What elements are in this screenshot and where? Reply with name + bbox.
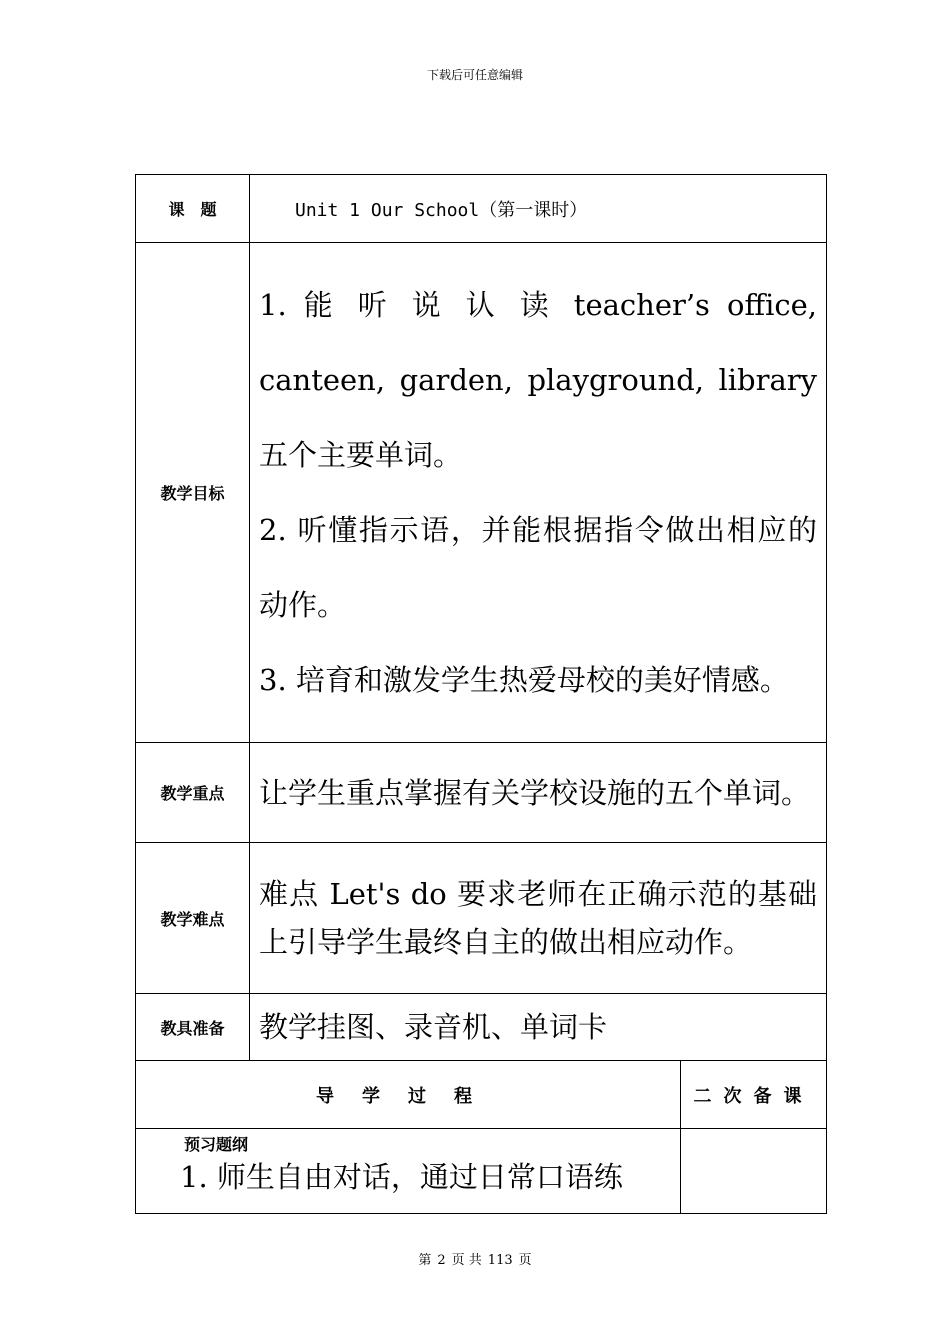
lesson-plan-table (135, 174, 827, 1214)
row-key-points (136, 743, 827, 843)
preview-line: 1. 师生自由对话，通过日常口语练 (180, 1160, 623, 1194)
second-prep-heading: 二次备课 (681, 1061, 827, 1129)
difficulty-label: 教学难点 (136, 843, 250, 994)
tools-value: 教学挂图、录音机、单词卡 (250, 994, 827, 1061)
footer-page-number: 2 (437, 1253, 446, 1268)
row-process-heading (136, 1061, 827, 1129)
footer-prefix: 第 (418, 1253, 432, 1268)
key-label: 教学重点 (136, 743, 250, 843)
row-difficulties (136, 843, 827, 994)
process-heading: 导学过程 (136, 1061, 681, 1129)
footer-suffix: 页 (518, 1253, 532, 1268)
footer-mid: 页 共 (451, 1253, 482, 1268)
row-title (136, 175, 827, 243)
page-footer (0, 1249, 950, 1268)
row-goals (136, 243, 827, 743)
goals-content (250, 243, 827, 743)
footer-total-pages: 113 (487, 1253, 513, 1268)
title-label: 课 题 (136, 175, 250, 243)
preview-subheading: 预习题纲 (184, 1135, 249, 1154)
second-prep-cell (681, 1129, 827, 1214)
tools-label: 教具准备 (136, 994, 250, 1061)
goals-label: 教学目标 (136, 243, 250, 743)
title-value: Unit 1 Our School（第一课时） (250, 175, 827, 243)
page-header: 下载后可任意编辑 (426, 68, 523, 82)
goal-1: 1. 能 听 说 认 读 teacher’s office, canteen, garden, playground, library 五个主要单词。 (259, 287, 818, 472)
preview-cell (136, 1129, 681, 1214)
row-preview (136, 1129, 827, 1214)
difficulty-value: 难点 Let's do 要求老师在正确示范的基础上引导学生最终自主的做出相应动作。 (250, 843, 827, 994)
goal-3: 3. 培育和激发学生热爱母校的美好情感。 (259, 662, 789, 697)
row-tools (136, 994, 827, 1061)
goal-2: 2. 听懂指示语，并能根据指令做出相应的动作。 (259, 512, 818, 622)
key-value: 让学生重点掌握有关学校设施的五个单词。 (250, 743, 827, 843)
